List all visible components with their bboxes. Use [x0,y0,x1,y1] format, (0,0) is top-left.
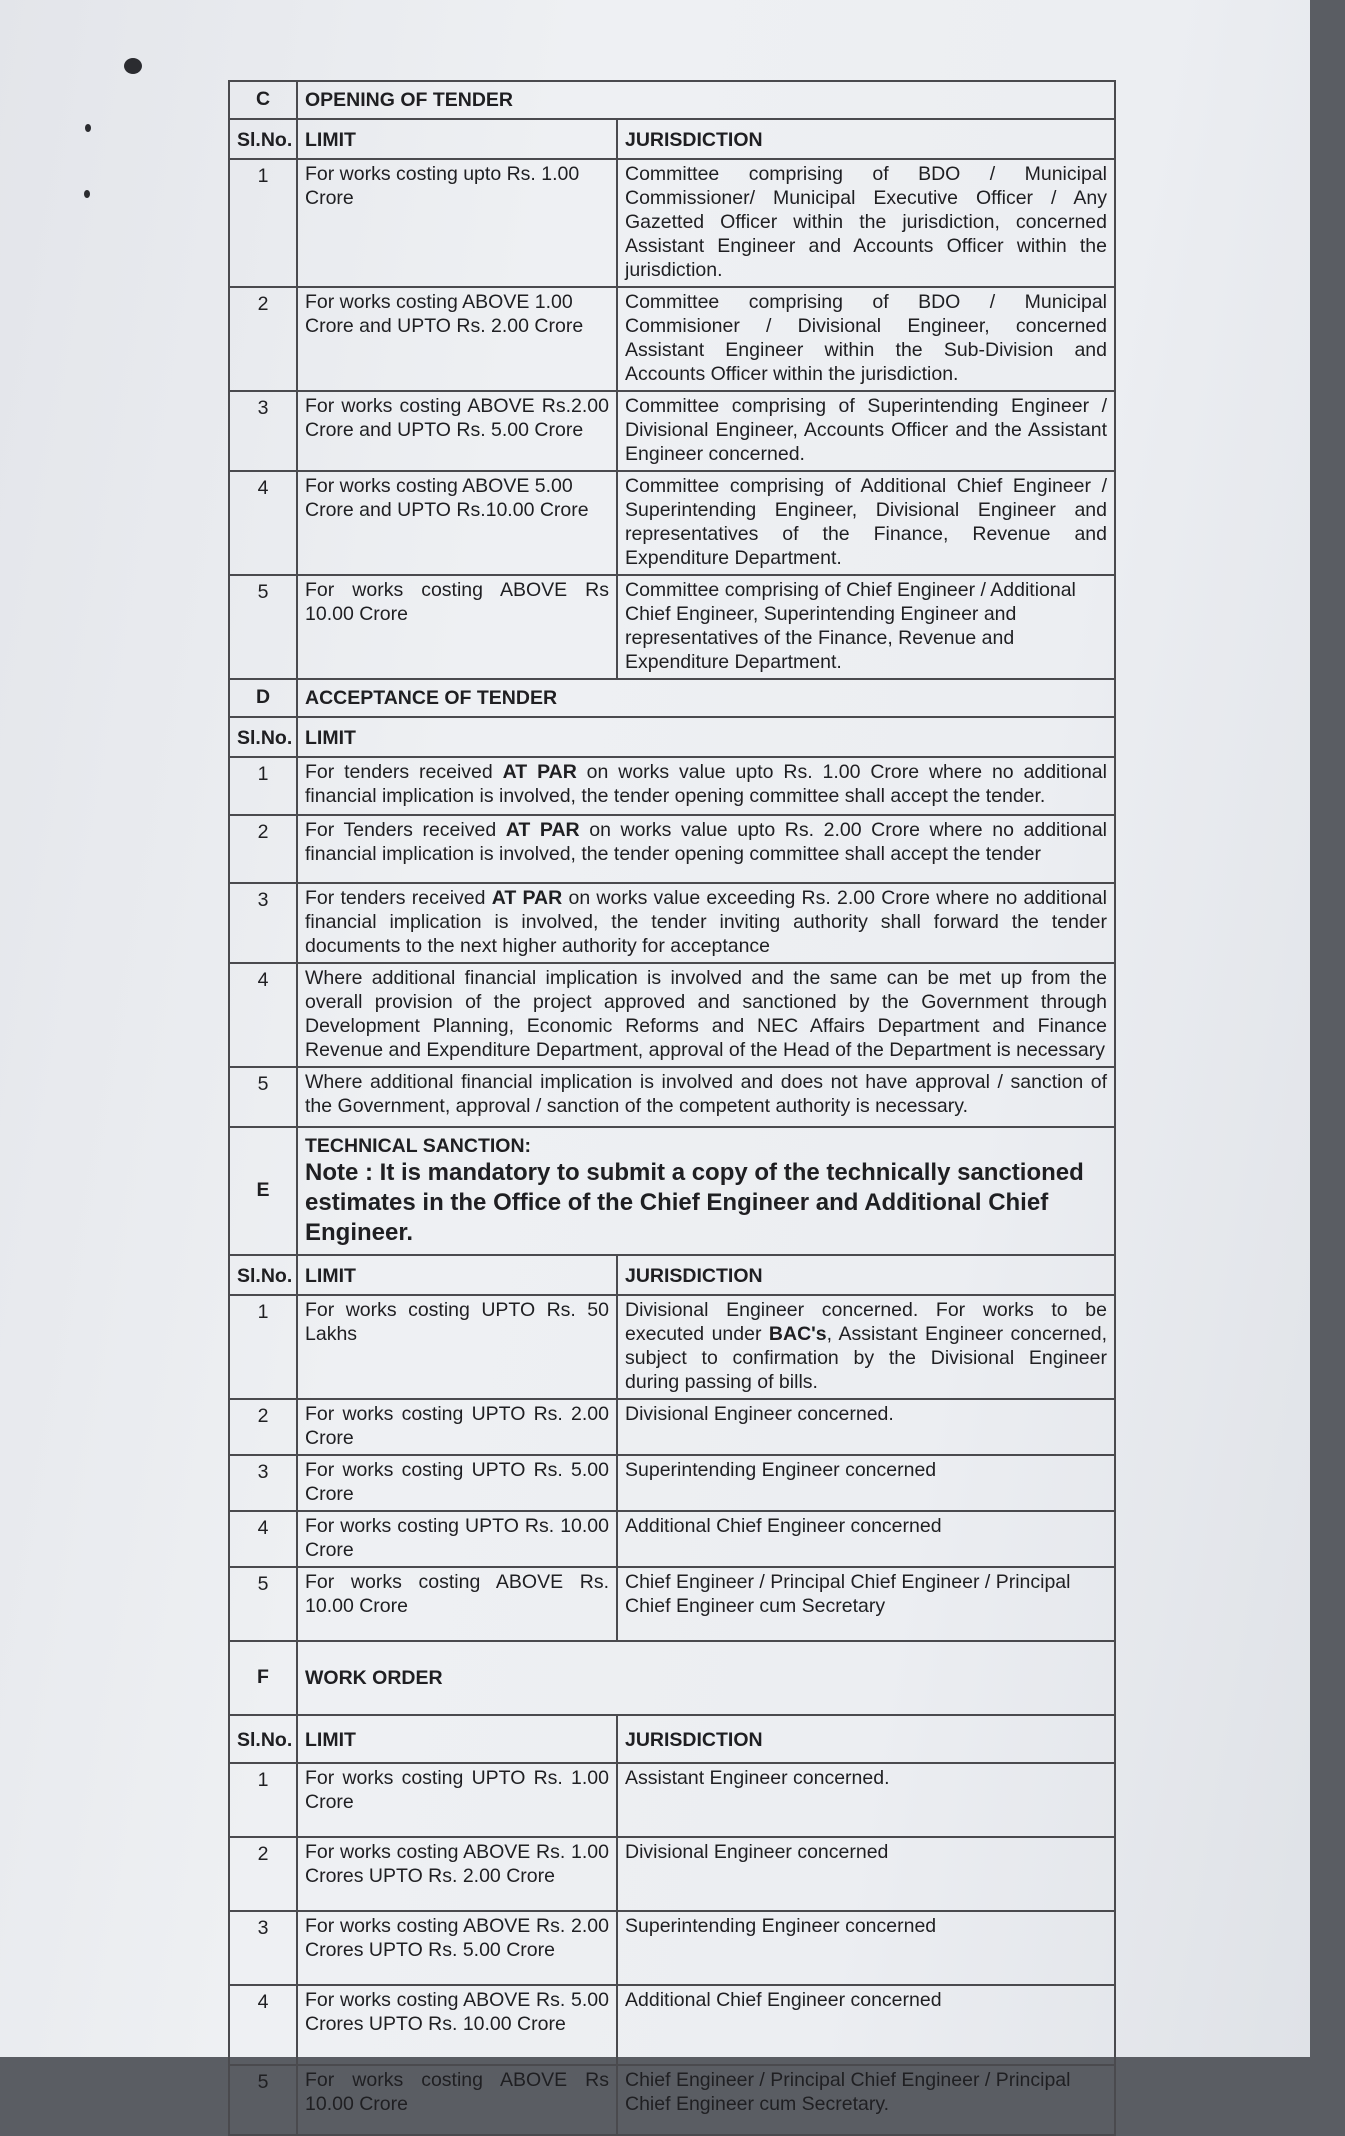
limit-cell: For works costing UPTO Rs. 5.00 Crore [297,1455,617,1511]
limit-text: on works value upto Rs. 1.00 Crore where no additional financial implication is involved, the tender opening committee shall accept the tender. [305,761,1107,807]
row-number: 1 [229,1763,297,1837]
row-number: 4 [229,963,297,1067]
column-headers [229,119,1115,159]
table-row [229,1511,1115,1567]
sl-header: Sl.No. [229,717,297,757]
jurisdiction-header: JURISDICTION [617,1715,1115,1763]
limit-text: For tenders received [305,761,503,783]
limit-header: LIMIT [297,717,1115,757]
table-row [229,1295,1115,1399]
jurisdiction-cell: Committee comprising of BDO / Municipal Commissioner/ Municipal Executive Officer / Any Gazetted Officer within the jurisdiction, concerned Assistant Engineer and Accounts Officer within the jurisdiction. [617,159,1115,287]
table-row [229,1567,1115,1641]
jurisdiction-text: Divisional Engineer concerned. For works to be executed under [625,1299,1107,1345]
section-letter: E [229,1127,297,1255]
table-row [229,2065,1115,2135]
limit-cell: For works costing UPTO Rs. 50 Lakhs [297,1295,617,1399]
limit-cell: For works costing UPTO Rs. 10.00 Crore [297,1511,617,1567]
limit-text: on works value upto Rs. 2.00 Crore where no additional financial implication is involved, the tender opening committee shall accept the tender [305,819,1107,865]
table-row [229,1455,1115,1511]
row-number: 5 [229,2065,297,2135]
jurisdiction-header: JURISDICTION [617,1255,1115,1295]
limit-cell: Where additional financial implication is involved and does not have approval / sanction of the Government, approval / sanction of the competent authority is necessary. [297,1067,1115,1127]
table-row [229,1399,1115,1455]
jurisdiction-cell: Additional Chief Engineer concerned [617,1511,1115,1567]
jurisdiction-cell: Chief Engineer / Principal Chief Engineer / Principal Chief Engineer cum Secretary [617,1567,1115,1641]
section-letter: C [229,81,297,119]
section-e-header [229,1127,1115,1255]
limit-text: on works value exceeding Rs. 2.00 Crore where no additional financial implication is involved, the tender inviting authority shall forward the tender documents to the next higher authority for acceptance [305,887,1107,957]
row-number: 4 [229,471,297,575]
section-title: WORK ORDER [297,1641,1115,1715]
section-letter: D [229,679,297,717]
jurisdiction-cell: Committee comprising of Superintending Engineer / Divisional Engineer, Accounts Officer and the Assistant Engineer concerned. [617,391,1115,471]
section-c-header [229,81,1115,119]
row-number: 5 [229,575,297,679]
limit-cell: For works costing ABOVE Rs. 5.00 Crores UPTO Rs. 10.00 Crore [297,1985,617,2065]
section-title-cell [297,1127,1115,1255]
table-row [229,1837,1115,1911]
limit-cell: Where additional financial implication is involved and the same can be met up from the overall provision of the project approved and sanctioned by the Government through Development Planning, Economic Reforms and NEC Affairs Department and Finance Revenue and Expenditure Department, approval of the Head of the Department is necessary [297,963,1115,1067]
column-headers [229,717,1115,757]
table-row [229,1911,1115,1985]
limit-cell: For works costing UPTO Rs. 1.00 Crore [297,1763,617,1837]
punch-hole [85,124,91,132]
table-row [229,1985,1115,2065]
jurisdiction-cell: Superintending Engineer concerned [617,1455,1115,1511]
section-title: OPENING OF TENDER [297,81,1115,119]
section-title: TECHNICAL SANCTION: [305,1135,532,1157]
section-letter: F [229,1641,297,1715]
row-number: 5 [229,1067,297,1127]
mandatory-note: Note : It is mandatory to submit a copy of the technically sanctioned estimates in the Office of the Chief Engineer and Additional Chief Engineer. [305,1159,1084,1246]
limit-cell: For works costing ABOVE Rs. 1.00 Crores UPTO Rs. 2.00 Crore [297,1837,617,1911]
jurisdiction-text: , Assistant Engineer concerned, subject to confirmation by the Divisional Engineer during passing of bills. [625,1323,1107,1393]
limit-header: LIMIT [297,119,617,159]
sl-header: Sl.No. [229,119,297,159]
table-row [229,391,1115,471]
table-row [229,287,1115,391]
at-par-text: AT PAR [491,887,563,909]
jurisdiction-cell: Divisional Engineer concerned [617,1837,1115,1911]
jurisdiction-cell: Assistant Engineer concerned. [617,1763,1115,1837]
limit-cell: For works costing ABOVE Rs 10.00 Crore [297,2065,617,2135]
jurisdiction-table [228,80,1116,2136]
row-number: 5 [229,1567,297,1641]
limit-cell: For works costing UPTO Rs. 2.00 Crore [297,1399,617,1455]
limit-cell: For works costing ABOVE 1.00 Crore and UPTO Rs. 2.00 Crore [297,287,617,391]
row-number: 3 [229,883,297,963]
row-number: 1 [229,159,297,287]
jurisdiction-cell: Committee comprising of BDO / Municipal Commisioner / Divisional Engineer, concerned Assistant Engineer within the Sub-Division and Accounts Officer within the jurisdiction. [617,287,1115,391]
table-row [229,471,1115,575]
limit-text: For Tenders received [305,819,506,841]
limit-cell: For works costing ABOVE 5.00 Crore and UPTO Rs.10.00 Crore [297,471,617,575]
limit-text: For tenders received [305,887,492,909]
jurisdiction-cell [617,1295,1115,1399]
row-number: 3 [229,1455,297,1511]
document-body [228,80,1116,2136]
limit-cell [297,757,1115,815]
jurisdiction-cell: Chief Engineer / Principal Chief Engineer / Principal Chief Engineer cum Secretary. [617,2065,1115,2135]
row-number: 2 [229,1399,297,1455]
section-d-header [229,679,1115,717]
punch-hole [84,190,90,198]
jurisdiction-header: JURISDICTION [617,119,1115,159]
table-row [229,963,1115,1067]
punch-hole [124,58,142,74]
row-number: 2 [229,287,297,391]
jurisdiction-cell: Additional Chief Engineer concerned [617,1985,1115,2065]
row-number: 3 [229,1911,297,1985]
section-title: ACCEPTANCE OF TENDER [297,679,1115,717]
limit-cell: For works costing ABOVE Rs.2.00 Crore and UPTO Rs. 5.00 Crore [297,391,617,471]
jurisdiction-cell: Superintending Engineer concerned [617,1911,1115,1985]
column-headers [229,1255,1115,1295]
sl-header: Sl.No. [229,1255,297,1295]
table-row [229,1067,1115,1127]
table-row [229,159,1115,287]
limit-cell: For works costing ABOVE Rs. 2.00 Crores UPTO Rs. 5.00 Crore [297,1911,617,1985]
jurisdiction-cell: Committee comprising of Chief Engineer / Additional Chief Engineer, Superintending Engineer and representatives of the Finance, Revenue and Expenditure Department. [617,575,1115,679]
at-par-text: AT PAR [505,819,580,841]
limit-cell [297,815,1115,883]
table-row [229,757,1115,815]
limit-cell [297,883,1115,963]
table-row [229,575,1115,679]
at-par-text: AT PAR [502,761,577,783]
sl-header: Sl.No. [229,1715,297,1763]
section-f-header [229,1641,1115,1715]
bac-text: BAC's [768,1323,827,1345]
table-row [229,815,1115,883]
row-number: 3 [229,391,297,471]
limit-cell: For works costing ABOVE Rs. 10.00 Crore [297,1567,617,1641]
row-number: 4 [229,1985,297,2065]
jurisdiction-cell: Committee comprising of Additional Chief Engineer / Superintending Engineer, Divisional Engineer and representatives of the Finance, Revenue and Expenditure Department. [617,471,1115,575]
limit-header: LIMIT [297,1715,617,1763]
row-number: 1 [229,757,297,815]
limit-cell: For works costing ABOVE Rs 10.00 Crore [297,575,617,679]
row-number: 2 [229,1837,297,1911]
row-number: 2 [229,815,297,883]
table-row [229,1763,1115,1837]
column-headers [229,1715,1115,1763]
limit-header: LIMIT [297,1255,617,1295]
jurisdiction-cell: Divisional Engineer concerned. [617,1399,1115,1455]
row-number: 4 [229,1511,297,1567]
table-row [229,883,1115,963]
row-number: 1 [229,1295,297,1399]
limit-cell: For works costing upto Rs. 1.00 Crore [297,159,617,287]
